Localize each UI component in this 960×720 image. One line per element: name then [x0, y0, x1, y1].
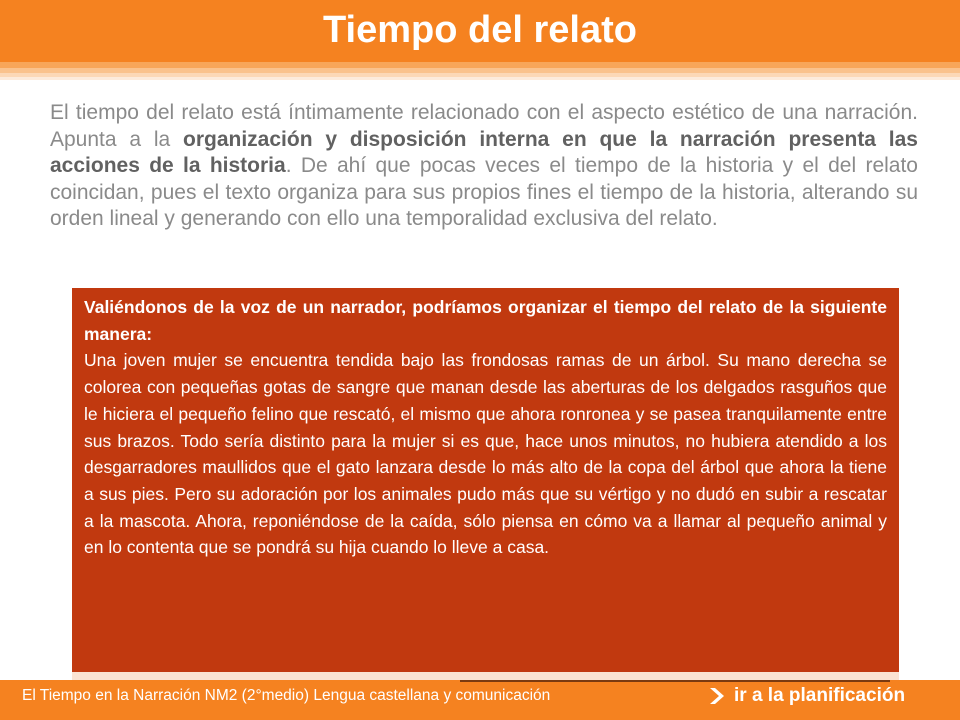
example-lead: Valiéndonos de la voz de un narrador, podríamos organizar el tiempo del relato de la siguiente manera:: [84, 297, 887, 344]
footer-caption: El Tiempo en la Narración NM2 (2°medio) Lengua castellana y comunicación: [22, 687, 551, 704]
example-box-edge: [72, 672, 899, 680]
intro-text-end: . De ahí que pocas veces el tiempo de la historia y el del relato coincidan, pues el texto organiza para sus propios fines el tiempo de la historia, alterando su orden lineal y generando con ello una temporalidad exclusiva del relato.: [50, 154, 918, 230]
slide-title: Tiempo del relato: [323, 9, 637, 51]
header-stripe: [0, 77, 960, 80]
intro-text: El tiempo del relato está íntimamente relacionado con el aspecto estético de una narración. Apunta a la: [50, 101, 918, 151]
example-narrative: Una joven mujer se encuentra tendida bajo las frondosas ramas de un árbol. Su mano derecha se colorea con pequeñas gotas de sangre que manan desde las aberturas de los delgados rasguños que le hiciera el pequeño felino que rescató, el mismo que ahora ronronea y se pasea tranquilamente entre sus brazos. Todo sería distinto para la mujer si es que, hace unos minutos, no hubiera atendido a los desgarradores maullidos que el gato lanzara desde lo más alto de la copa del árbol que ahora la tiene a sus pies. Pero su adoración por los animales pudo más que su vértigo y no dudó en subir a rescatar a la mascota. Ahora, reponiéndose de la caída, sólo piensa en cómo va a llamar al pequeño animal y en lo contenta que se pondrá su hija cuando lo lleve a casa.: [84, 350, 887, 558]
intro-paragraph: [50, 100, 918, 233]
planning-link[interactable]: [706, 684, 905, 708]
planning-link-label: ir a la planificación: [734, 685, 906, 706]
intro-emphasis: organización y disposición interna en que la narración presenta las acciones de la historia: [50, 127, 918, 177]
chevron-right-icon: [706, 686, 728, 706]
footer-divider: [460, 680, 890, 682]
example-box: [72, 288, 899, 672]
